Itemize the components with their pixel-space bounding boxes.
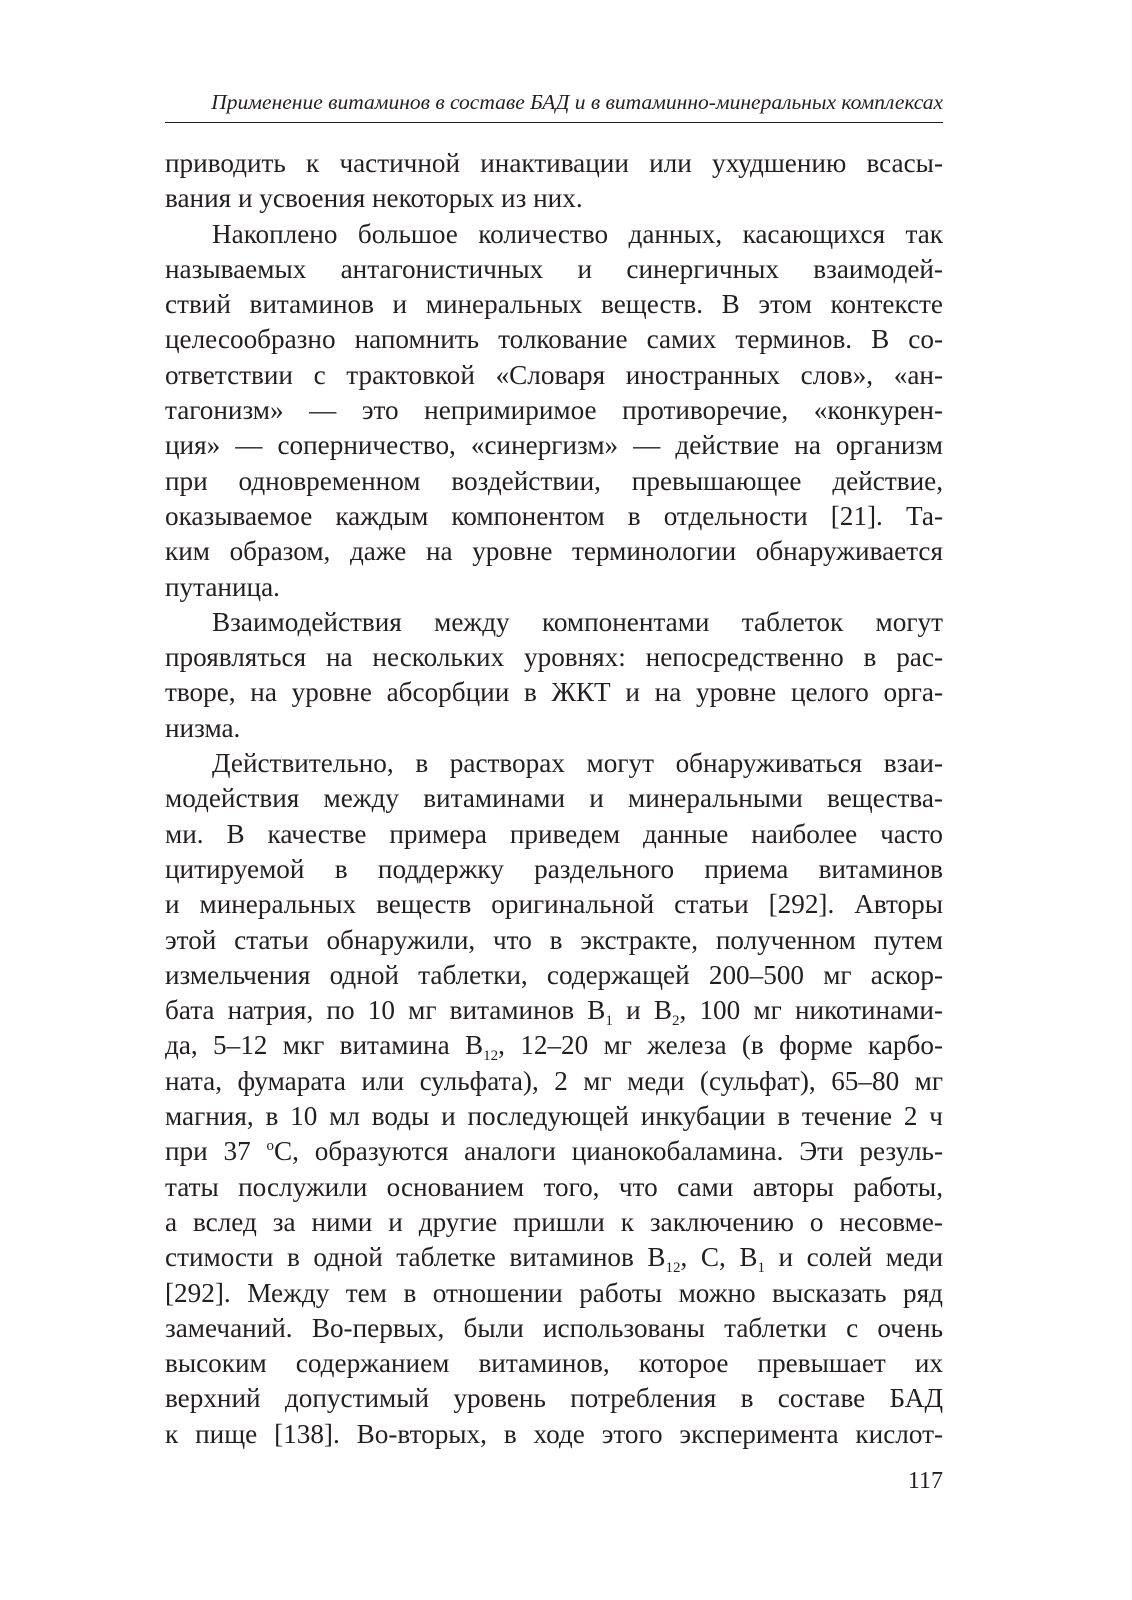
text-fragment: , 100 мг никотинами-	[679, 995, 943, 1026]
text-fragment: и солей меди	[765, 1242, 943, 1273]
text-line: магния, в 10 мл воды и последующей инкубации в течение 2 ч	[165, 1101, 943, 1132]
subscript: 2	[671, 1013, 680, 1030]
subscript: 12	[483, 1048, 499, 1065]
text-line: верхний допустимый уровень потребления в составе БАД	[165, 1383, 943, 1414]
text-fragment: при 37	[165, 1136, 267, 1167]
paragraph-first-line: Накоплено большое количество данных, касающихся так	[212, 218, 943, 249]
text-line: путаница.	[165, 571, 280, 602]
text-line: [292]. Между тем в отношении работы можно высказать ряд	[165, 1277, 943, 1308]
page-number: 117	[907, 1468, 943, 1494]
text-fragment: , 12–20 мг железа (в форме карбо-	[498, 1030, 943, 1061]
text-line: таты послужили основанием того, что сами авторы работы,	[165, 1171, 943, 1202]
text-fragment: да, 5–12 мкг витамина B	[165, 1030, 484, 1061]
text-line: тагонизм» — это непримиримое противоречие, «конкурен-	[165, 395, 943, 426]
text-line: приводить к частичной инактивации или ухудшению всасы-	[165, 148, 943, 178]
text-fragment: стимости в одной таблетке витаминов B	[165, 1242, 666, 1273]
text-line: творе, на уровне абсорбции в ЖКТ и на уровне целого орга-	[165, 677, 943, 708]
body-text	[165, 146, 943, 1452]
text-line: ким образом, даже на уровне терминологии обнаруживается	[165, 536, 943, 567]
text-fragment: С, образуются аналоги цианокобаламина. Эти резуль-	[274, 1136, 943, 1167]
text-fragment: и B	[612, 995, 672, 1026]
text-line-with-subscripts	[165, 993, 943, 1028]
text-line: называемых антагонистичных и синергичных взаимодей-	[165, 253, 943, 284]
text-fragment: бата натрия, по 10 мг витаминов B	[165, 995, 606, 1026]
text-line: низма.	[165, 712, 241, 743]
paragraph-first-line: Взаимодействия между компонентами таблеток могут	[212, 606, 943, 637]
text-line: и минеральных веществ оригинальной статьи [292]. Авторы	[165, 889, 943, 920]
text-line: а вслед за ними и другие пришли к заключению о несовме-	[165, 1206, 943, 1237]
text-line: модействия между витаминами и минеральными вещества-	[165, 783, 943, 814]
text-line-with-subscripts	[165, 1240, 943, 1275]
text-line: ната, фумарата или сульфата), 2 мг меди (сульфат), 65–80 мг	[165, 1065, 943, 1096]
text-line-with-superscript	[165, 1134, 943, 1169]
text-line: ствий витаминов и минеральных веществ. В этом контексте	[165, 289, 943, 320]
header-rule	[165, 122, 943, 123]
superscript: o	[266, 1138, 275, 1155]
text-line: оказываемое каждым компонентом в отдельности [21]. Та-	[165, 500, 943, 531]
subscript: 1	[757, 1260, 765, 1277]
paragraph-first-line: Действительно, в растворах могут обнаруживаться взаи-	[212, 748, 943, 779]
text-line: измельчения одной таблетки, содержащей 200–500 мг аскор-	[165, 959, 943, 990]
text-line: замечаний. Во-первых, были использованы таблетки с очень	[165, 1312, 943, 1343]
text-fragment: , С, B	[680, 1242, 758, 1273]
text-line: к пище [138]. Во-вторых, в ходе этого эксперимента кислот-	[165, 1418, 943, 1449]
text-line: ми. В качестве примера приведем данные наиболее часто	[165, 818, 943, 849]
text-line: высоким содержанием витаминов, которое превышает их	[165, 1348, 943, 1379]
subscript: 1	[605, 1013, 613, 1030]
text-line-with-subscripts	[165, 1028, 943, 1063]
text-line: ответствии с трактовкой «Словаря иностранных слов», «ан-	[165, 359, 943, 390]
text-line: целесообразно напомнить толкование самих терминов. В со-	[165, 324, 943, 355]
subscript: 12	[665, 1260, 681, 1277]
text-line: при одновременном воздействии, превышающее действие,	[165, 465, 943, 496]
text-line: цитируемой в поддержку раздельного приема витаминов	[165, 853, 943, 884]
running-head: Применение витаминов в составе БАД и в витаминно-минеральных комплексах	[211, 90, 943, 114]
text-line: ция» — соперничество, «синергизм» — действие на организм	[165, 430, 943, 461]
text-line: этой статьи обнаружили, что в экстракте, полученном путем	[165, 924, 943, 955]
text-line: вания и усвоения некоторых из них.	[165, 183, 583, 214]
text-line: проявляться на нескольких уровнях: непосредственно в рас-	[165, 642, 943, 673]
